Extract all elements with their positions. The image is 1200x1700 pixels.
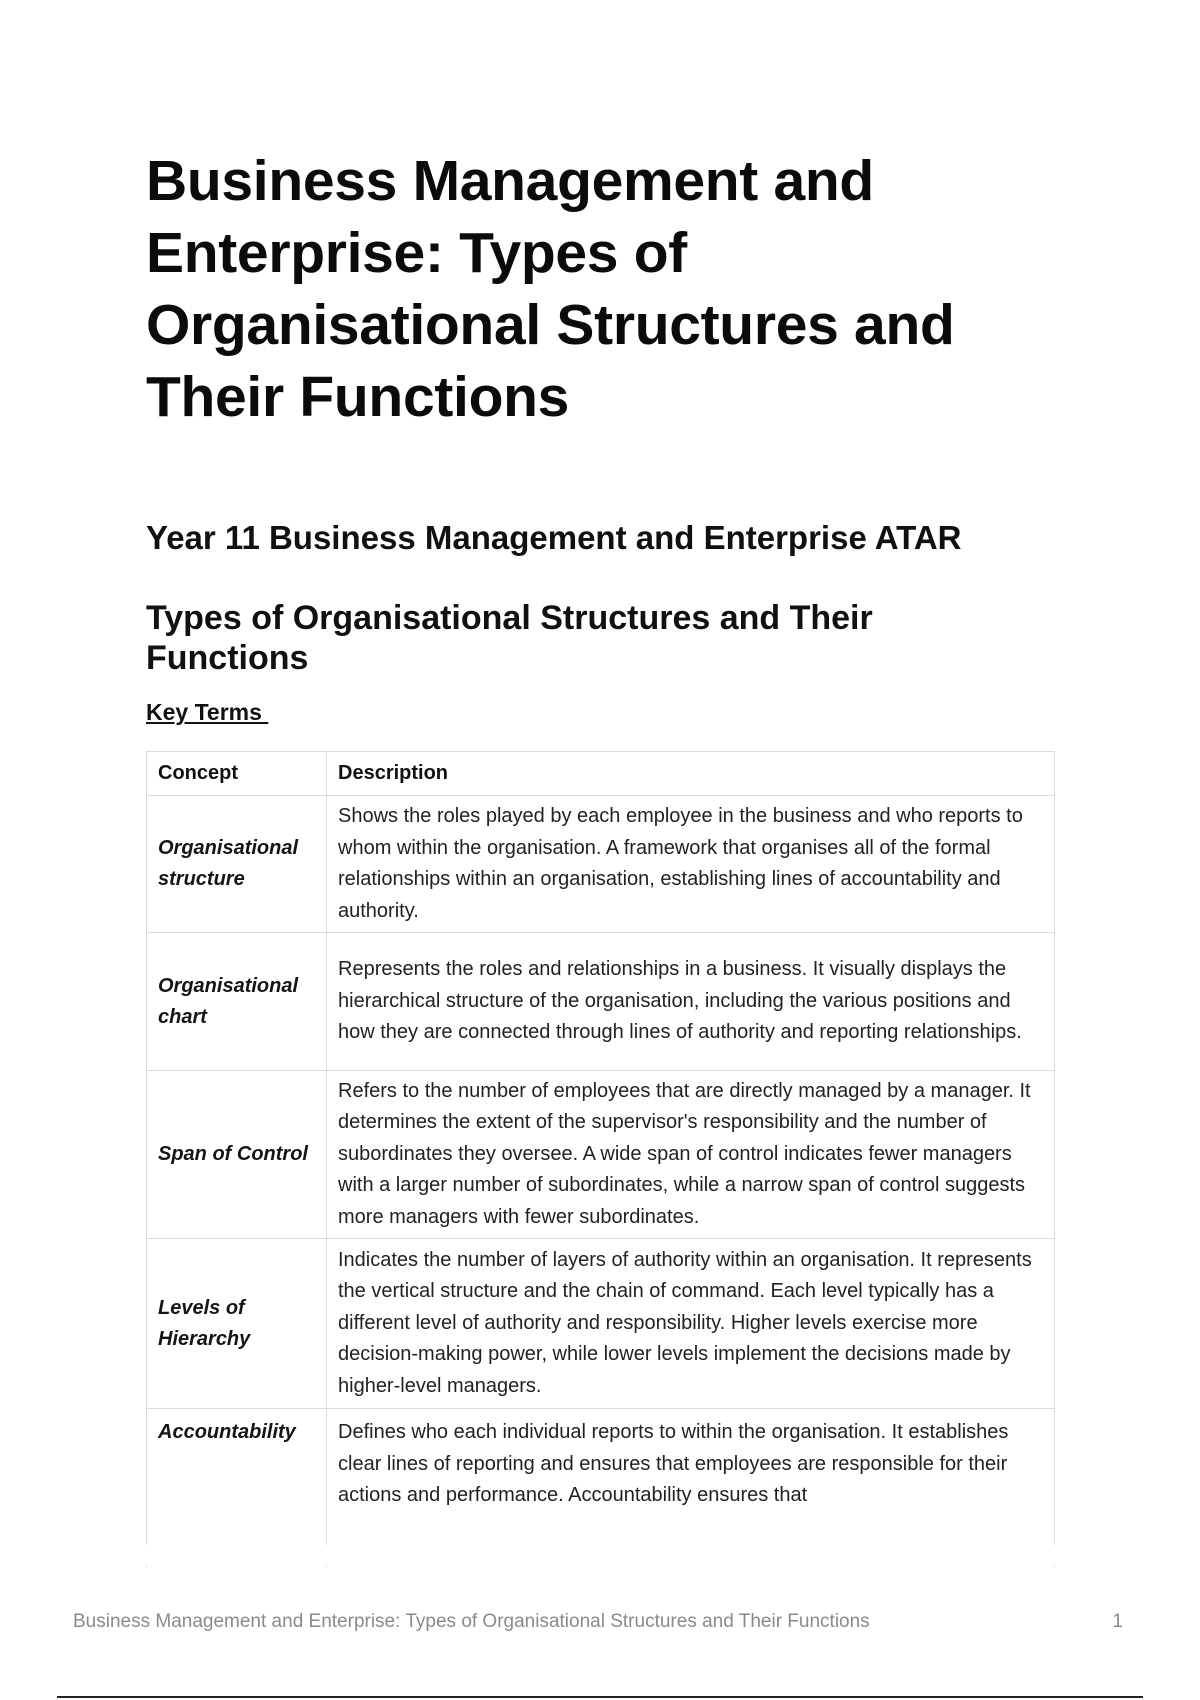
footer-document-title: Business Management and Enterprise: Types of Organisational Structures and Their Functions <box>73 1611 870 1632</box>
key-terms-heading: Key Terms <box>146 699 269 725</box>
key-terms-table <box>146 751 1055 1567</box>
table-row <box>147 1239 1055 1409</box>
page-break-mask <box>140 1545 1060 1565</box>
section-heading: Types of Organisational Structures and Their Functions <box>146 599 873 677</box>
table-row <box>147 1071 1055 1239</box>
concept-cell: Levels of Hierarchy <box>147 1239 327 1409</box>
description-cell: Defines who each individual reports to within the organisation. It establishes clear lines of reporting and ensures that employees are responsible for their actions and performance. Accountability ensures that <box>327 1409 1055 1568</box>
concept-column-header: Concept <box>147 752 327 796</box>
description-cell: Indicates the number of layers of authority within an organisation. It represents the vertical structure and the chain of command. Each level typically has a different level of authority and responsibility. Higher levels exercise more decision-making power, while lower levels implement the decisions made by higher-level managers. <box>327 1239 1055 1409</box>
description-cell: Represents the roles and relationships in a business. It visually displays the hierarchical structure of the organisation, including the various positions and how they are connected through lines of authority and reporting relationships. <box>327 933 1055 1071</box>
concept-cell: Span of Control <box>147 1071 327 1239</box>
description-column-header: Description <box>327 752 1055 796</box>
table-row <box>147 933 1055 1071</box>
concept-cell: Organisational structure <box>147 796 327 933</box>
table-row <box>147 796 1055 933</box>
table-row <box>147 1409 1055 1568</box>
table-header-row <box>147 752 1055 796</box>
concept-cell: Organisational chart <box>147 933 327 1071</box>
footer-divider <box>57 1696 1143 1698</box>
description-cell: Refers to the number of employees that are directly managed by a manager. It determines the extent of the supervisor's responsibility and the number of subordinates they oversee. A wide span of control indicates fewer managers with a larger number of subordinates, while a narrow span of control suggests more managers with fewer subordinates. <box>327 1071 1055 1239</box>
concept-cell: Accountability <box>147 1409 327 1568</box>
description-cell: Shows the roles played by each employee in the business and who reports to whom within the organisation. A framework that organises all of the formal relationships within an organisation, establishing lines of accountability and authority. <box>327 796 1055 933</box>
course-subtitle: Year 11 Business Management and Enterprise ATAR <box>146 519 962 556</box>
page-number: 1 <box>1112 1611 1123 1632</box>
page-title: Business Management and Enterprise: Types of Organisational Structures and Their Functions <box>146 149 955 429</box>
